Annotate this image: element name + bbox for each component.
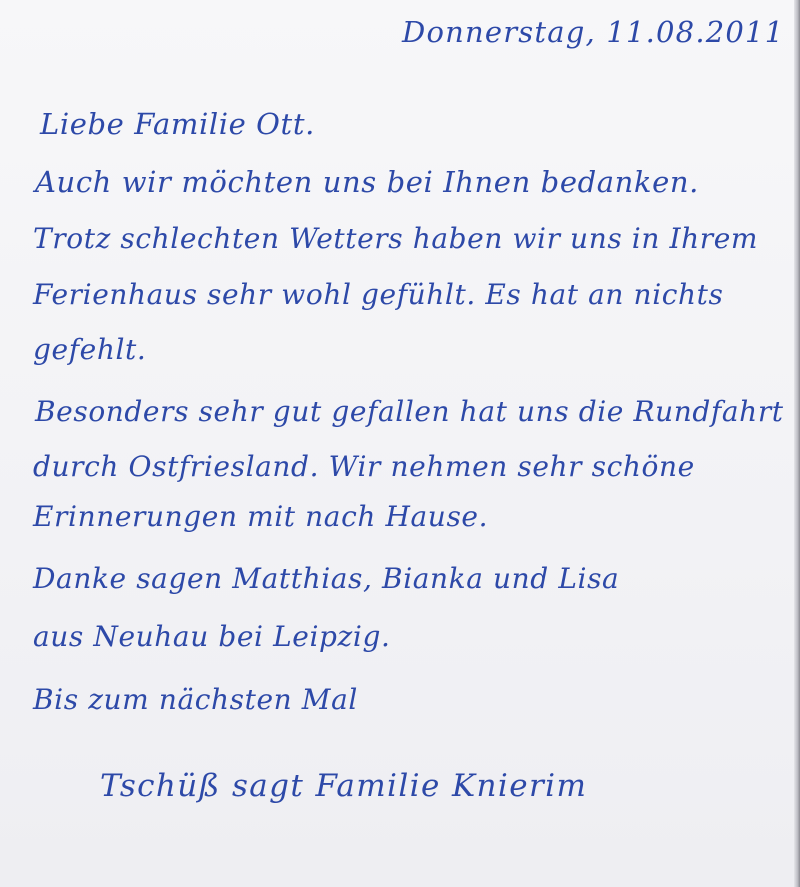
letter-line: Erinnerungen mit nach Hause. xyxy=(33,500,489,533)
letter-line: Auch wir möchten uns bei Ihnen bedanken. xyxy=(35,165,699,199)
letter-line: aus Neuhau bei Leipzig. xyxy=(33,620,391,653)
letter-date: Donnerstag, 11.08.2011 xyxy=(402,15,785,49)
letter-line: Ferienhaus sehr wohl gefühlt. Es hat an nichts xyxy=(33,278,724,311)
letter-greeting: Liebe Familie Ott. xyxy=(40,107,315,141)
letter-line: Trotz schlechten Wetters haben wir uns in Ihrem xyxy=(33,222,759,255)
letter-line: Besonders sehr gut gefallen hat uns die Rundfahrt xyxy=(35,395,784,428)
letter-line: Bis zum nächsten Mal xyxy=(33,683,358,716)
letter-line: Danke sagen Matthias, Bianka und Lisa xyxy=(33,562,620,595)
letter-line: gefehlt. xyxy=(33,333,147,366)
letter-line: durch Ostfriesland. Wir nehmen sehr schöne xyxy=(33,450,695,483)
letter-signature: Tschüß sagt Familie Knierim xyxy=(100,768,588,804)
page-edge-shadow xyxy=(794,0,800,887)
